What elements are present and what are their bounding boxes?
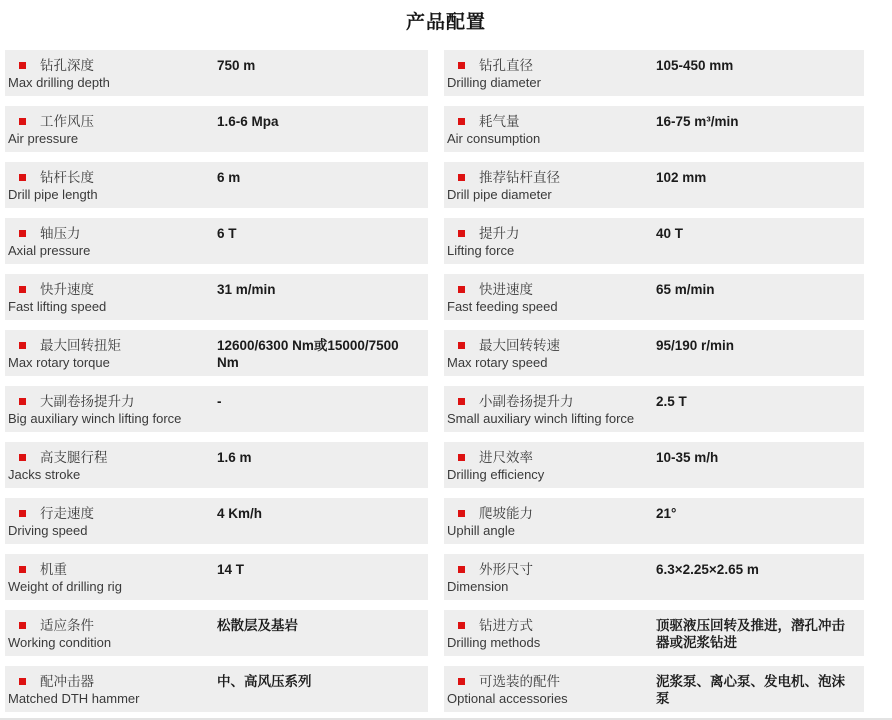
spec-value: 泥浆泵、离心泵、发电机、泡沫泵 [656,674,845,706]
spec-row [444,666,864,712]
spec-label-zh: 可选装的配件 [479,674,560,689]
red-square-bullet-icon [458,678,465,685]
spec-row [444,50,864,96]
spec-value: 中、高风压系列 [217,674,312,689]
spec-label-zh: 钻进方式 [479,618,533,633]
spec-label-zh: 高支腿行程 [40,450,108,465]
spec-label-line [5,617,217,634]
spec-label-en: Max drilling depth [8,75,110,90]
spec-label-zh: 配冲击器 [40,674,94,689]
red-square-bullet-icon [458,118,465,125]
spec-labels [444,57,656,91]
spec-value: 4 Km/h [217,506,263,521]
spec-label-line [5,113,217,130]
spec-label-zh: 外形尺寸 [479,562,533,577]
spec-value: 14 T [217,562,245,577]
spec-labels [5,561,217,595]
spec-label-en: Weight of drilling rig [8,579,122,594]
spec-label-line [444,505,656,522]
spec-row [5,274,428,320]
spec-label-en: Max rotary torque [8,355,110,370]
spec-label-line [5,393,217,410]
spec-labels [5,617,217,651]
red-square-bullet-icon [458,566,465,573]
red-square-bullet-icon [19,174,26,181]
spec-label-zh: 机重 [40,562,67,577]
spec-label-zh: 最大回转转速 [479,338,560,353]
spec-row [5,162,428,208]
spec-labels [5,449,217,483]
spec-label-en: Dimension [447,579,509,594]
spec-labels [5,673,217,707]
spec-label-line [5,449,217,466]
spec-row [444,106,864,152]
spec-label-line [5,337,217,354]
spec-value: 1.6 m [217,450,252,465]
red-square-bullet-icon [458,510,465,517]
spec-labels [444,225,656,259]
spec-row [5,106,428,152]
spec-row [444,442,864,488]
spec-label-zh: 钻杆长度 [40,170,94,185]
spec-label-line [5,561,217,578]
spec-labels [444,113,656,147]
spec-label-line [444,281,656,298]
spec-row [5,50,428,96]
red-square-bullet-icon [19,510,26,517]
spec-label-zh: 快升速度 [40,282,94,297]
spec-label-en: Drilling efficiency [447,467,545,482]
spec-row [444,554,864,600]
spec-value: 65 m/min [656,282,715,297]
red-square-bullet-icon [458,174,465,181]
spec-label-zh: 快进速度 [479,282,533,297]
spec-label-line [5,673,217,690]
red-square-bullet-icon [19,398,26,405]
spec-row [5,442,428,488]
spec-row [444,274,864,320]
spec-label-line [444,617,656,634]
spec-label-zh: 行走速度 [40,506,94,521]
spec-label-en: Big auxiliary winch lifting force [8,411,182,426]
red-square-bullet-icon [19,62,26,69]
spec-label-en: Drilling methods [447,635,541,650]
spec-label-line [444,673,656,690]
spec-label-line [5,505,217,522]
spec-labels [5,225,217,259]
spec-label-en: Drill pipe length [8,187,98,202]
spec-value: 6 m [217,170,241,185]
spec-value: 6.3×2.25×2.65 m [656,562,759,577]
spec-value: 1.6-6 Mpa [217,114,279,129]
red-square-bullet-icon [458,62,465,69]
spec-label-zh: 爬坡能力 [479,506,533,521]
spec-value: 松散层及基岩 [217,618,298,633]
spec-value: 6 T [217,226,237,241]
page-title: 产品配置 [405,12,486,33]
spec-row [5,330,428,376]
red-square-bullet-icon [19,286,26,293]
spec-labels [444,281,656,315]
spec-label-line [444,337,656,354]
spec-label-en: Axial pressure [8,243,91,258]
spec-labels [5,505,217,539]
spec-label-en: Air consumption [447,131,541,146]
spec-row [444,162,864,208]
spec-row [5,666,428,712]
spec-row [444,330,864,376]
spec-value: 95/190 r/min [656,338,735,353]
spec-labels [444,505,656,539]
spec-label-zh: 最大回转扭矩 [40,338,121,353]
spec-value: 2.5 T [656,394,687,409]
spec-value: 102 mm [656,170,707,185]
spec-value: 12600/6300 Nm或15000/7500 Nm [217,338,399,370]
spec-label-zh: 适应条件 [40,618,94,633]
spec-label-line [444,449,656,466]
spec-label-en: Drill pipe diameter [447,187,552,202]
spec-label-line [444,169,656,186]
red-square-bullet-icon [19,678,26,685]
spec-label-zh: 小副卷扬提升力 [479,394,574,409]
spec-label-en: Lifting force [447,243,515,258]
spec-label-zh: 耗气量 [479,114,520,129]
red-square-bullet-icon [458,286,465,293]
spec-value: 顶驱液压回转及推进，潜孔冲击器或泥浆钻进 [656,618,845,650]
spec-label-en: Fast lifting speed [8,299,107,314]
red-square-bullet-icon [19,230,26,237]
spec-row [5,386,428,432]
red-square-bullet-icon [458,398,465,405]
spec-value: 31 m/min [217,282,276,297]
red-square-bullet-icon [19,118,26,125]
spec-row [444,386,864,432]
spec-row [5,218,428,264]
red-square-bullet-icon [458,622,465,629]
spec-label-en: Working condition [8,635,112,650]
spec-labels [5,113,217,147]
spec-label-zh: 钻孔深度 [40,58,94,73]
spec-labels [5,57,217,91]
spec-row [5,554,428,600]
spec-label-en: Uphill angle [447,523,515,538]
spec-label-line [5,57,217,74]
spec-row [444,610,864,656]
red-square-bullet-icon [458,230,465,237]
spec-label-line [444,561,656,578]
spec-labels [444,393,656,427]
spec-value: - [217,394,222,409]
spec-labels [5,337,217,371]
spec-label-en: Small auxiliary winch lifting force [447,411,635,426]
spec-labels [444,337,656,371]
spec-label-line [5,281,217,298]
spec-value: 16-75 m³/min [656,114,739,129]
spec-label-zh: 提升力 [479,226,520,241]
spec-label-line [5,225,217,242]
red-square-bullet-icon [458,454,465,461]
spec-label-zh: 工作风压 [40,114,94,129]
spec-value: 21° [656,506,677,521]
spec-labels [5,169,217,203]
spec-table [5,50,864,712]
spec-labels [5,281,217,315]
spec-label-line [444,57,656,74]
spec-label-en: Fast feeding speed [447,299,558,314]
red-square-bullet-icon [19,622,26,629]
spec-row [444,498,864,544]
spec-label-zh: 进尺效率 [479,450,533,465]
spec-label-line [444,393,656,410]
red-square-bullet-icon [458,342,465,349]
spec-label-zh: 推荐钻杆直径 [479,170,560,185]
spec-value: 750 m [217,58,256,73]
spec-labels [444,449,656,483]
spec-value: 105-450 mm [656,58,734,73]
spec-label-en: Max rotary speed [447,355,548,370]
spec-label-en: Matched DTH hammer [8,691,140,706]
spec-label-line [5,169,217,186]
spec-labels [444,169,656,203]
red-square-bullet-icon [19,342,26,349]
spec-value: 10-35 m/h [656,450,719,465]
spec-row [5,610,428,656]
red-square-bullet-icon [19,566,26,573]
spec-label-en: Driving speed [8,523,88,538]
spec-label-line [444,225,656,242]
spec-label-zh: 钻孔直径 [479,58,533,73]
spec-label-line [444,113,656,130]
spec-label-en: Drilling diameter [447,75,541,90]
spec-label-en: Optional accessories [447,691,568,706]
spec-value: 40 T [656,226,684,241]
spec-row [5,498,428,544]
spec-label-en: Jacks stroke [8,467,81,482]
spec-labels [444,561,656,595]
spec-labels [444,673,656,707]
spec-row [444,218,864,264]
spec-label-zh: 大副卷扬提升力 [40,394,135,409]
spec-label-zh: 轴压力 [40,226,81,241]
red-square-bullet-icon [19,454,26,461]
spec-labels [5,393,217,427]
spec-label-en: Air pressure [8,131,79,146]
spec-labels [444,617,656,651]
